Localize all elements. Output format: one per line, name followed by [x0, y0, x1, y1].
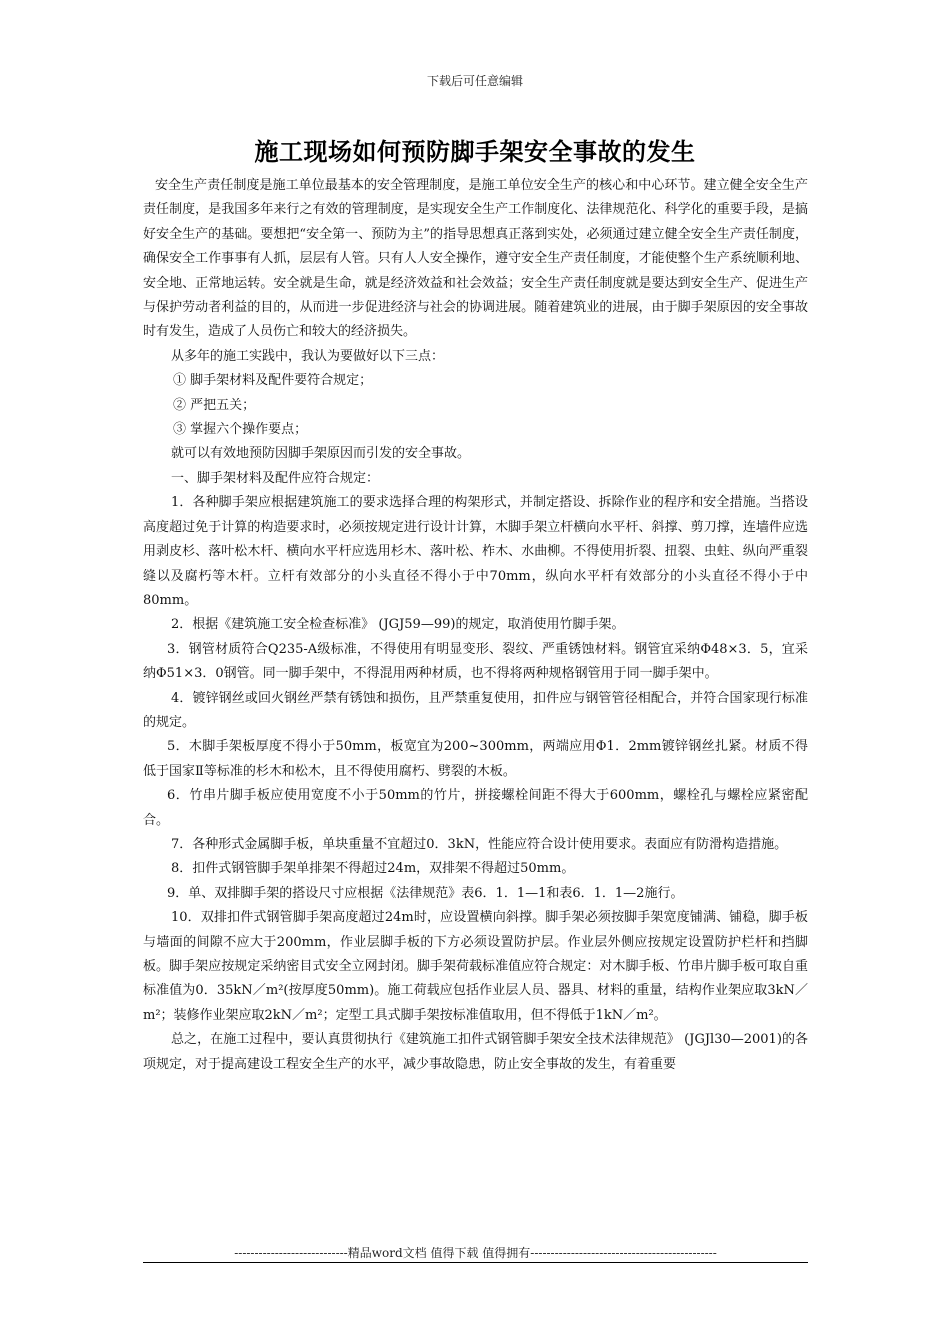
- document-body: [143, 174, 808, 1077]
- paragraph-item-4: 4．镀锌钢丝或回火钢丝严禁有锈蚀和损伤，且严禁重复使用，扣件应与钢管管径相配合，并符合国家现行标准的规定。: [143, 690, 808, 730]
- list-item-3: ③ 掌握六个操作要点；: [173, 422, 308, 438]
- paragraph-item-3: 3．钢管材质符合Q235-A级标准，不得使用有明显变形、裂纹、严重锈蚀材料。钢管宜采纳Φ48×3．5，宜采纳Φ51×3．0钢管。同一脚手架中，不得混用两种材质，也不得将两种规格钢管用于同一脚手架中。: [143, 641, 808, 682]
- paragraph-practice: 从多年的施工实践中，我认为要做好以下三点：: [171, 348, 445, 364]
- list-item-2: ② 严把五关；: [173, 397, 256, 413]
- paragraph-item-10: 10．双排扣件式钢管脚手架高度超过24m时，应设置横向斜撑。脚手架必须按脚手架宽度铺满、铺稳，脚手板与墙面的间隙不应大于200mm，作业层脚手板的下方必须设置防护层。作业层外侧应按规定设置防护栏杆和挡脚板。脚手架应按规定采纳密目式安全立网封闭。脚手架荷载标准值应符合规定：对木脚手板、竹串片脚手板可取自重标准值为0．35kN／m²(按厚度50mm)。施工荷载应包括作业层人员、器具、材料的重量，结构作业架应取3kN／m²；装修作业架应取2kN／m²；定型工具式脚手架按标准值取用，但不得低于1kN／m²。: [143, 910, 808, 1023]
- section-heading-1: 一、脚手架材料及配件应符合规定：: [171, 470, 380, 486]
- paragraph-item-6: 6．竹串片脚手板应使用宽度不小于50mm的竹片，拼接螺栓间距不得大于600mm，螺栓孔与螺栓应紧密配合。: [143, 788, 808, 828]
- paragraph-item-7: 7．各种形式金属脚手板，单块重量不宜超过0．3kN，性能应符合设计使用要求。表面应有防滑构造措施。: [171, 836, 788, 852]
- paragraph-item-2: 2．根据《建筑施工安全检查标准》 (JGJ59—99)的规定，取消使用竹脚手架。: [171, 617, 625, 633]
- paragraph-item-5: 5．木脚手架板厚度不得小于50mm，板宽宜为200~300mm，两端应用Φ1．2mm镀锌钢丝扎紧。材质不得低于国家Ⅱ等标准的杉木和松木，且不得使用腐朽、劈裂的木板。: [143, 739, 808, 779]
- list-item-1: ① 脚手架材料及配件要符合规定；: [173, 373, 373, 389]
- page-footer-note: ----------------------------精品word文档 值得下载 值得拥有----------------------------------------------: [234, 1246, 717, 1260]
- document-title: 施工现场如何预防脚手架安全事故的发生: [254, 137, 696, 166]
- paragraph-summary-line: 就可以有效地预防因脚手架原因而引发的安全事故。: [171, 446, 471, 462]
- footer-divider: [143, 1262, 808, 1263]
- paragraph-item-1: 1．各种脚手架应根据建筑施工的要求选择合理的构架形式，并制定搭设、拆除作业的程序和安全措施。当搭设高度超过免于计算的构造要求时，必须按规定进行设计计算，木脚手架立杆横向水平杆、斜撑、剪刀撑，连墙件应选用剥皮杉、落叶松木杆、横向水平杆应选用杉木、落叶松、柞木、水曲柳。不得使用折裂、扭裂、虫蛀、纵向严重裂缝以及腐朽等木杆。立杆有效部分的小头直径不得小于中70mm，纵向水平杆有效部分的小头直径不得小于中80mm。: [143, 495, 808, 608]
- paragraph-item-8: 8．扣件式钢管脚手架单排架不得超过24m，双排架不得超过50mm。: [171, 861, 575, 877]
- paragraph-item-9: 9．单、双排脚手架的搭设尺寸应根据《法律规范》表6．1．1—1和表6．1．1—2施行。: [167, 885, 684, 901]
- page-header-note: 下载后可任意编辑: [426, 74, 523, 88]
- paragraph-intro: 安全生产责任制度是施工单位最基本的安全管理制度，是施工单位安全生产的核心和中心环节。建立健全安全生产责任制度，是我国多年来行之有效的管理制度，是实现安全生产工作制度化、法律规范化、科学化的重要手段，是搞好安全生产的基础。要想把“安全第一、预防为主”的指导思想真正落到实处，必须通过建立健全安全生产责任制度，确保安全工作事事有人抓，层层有人管。只有人人安全操作，遵守安全生产责任制度，才能使整个生产系统顺利地、安全地、正常地运转。安全就是生命，就是经济效益和社会效益；安全生产责任制度就是要达到安全生产、促进生产与保护劳动者利益的目的，从而进一步促进经济与社会的协调进展。随着建筑业的进展，由于脚手架原因的安全事故时有发生，造成了人员伤亡和较大的经济损失。: [143, 178, 808, 340]
- paragraph-conclusion: 总之，在施工过程中，要认真贯彻执行《建筑施工扣件式钢管脚手架安全技术法律规范》 (JGJl30—2001)的各项规定，对于提高建设工程安全生产的水平，减少事故隐患，防止安全事故的发生，有着重要: [143, 1032, 808, 1072]
